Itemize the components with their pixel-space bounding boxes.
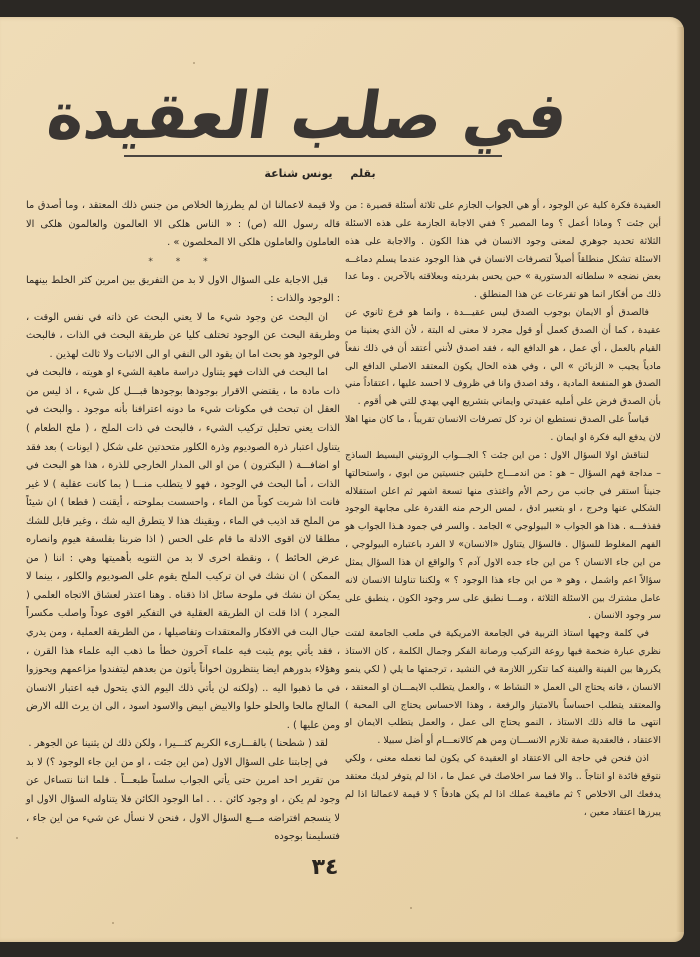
paragraph: اذن فنحن في حاجة الى الاعتقاد او العقيدة كي يكون لما نعمله معنى ، ولكي نتوقع فائدة او انتاجاً .. والا فما سر اخلاصك في عمل ما ، اذا لم يتوفر لديك معتقد يدفعك الى الاخلاص ؟ ثم ماقيمة عملك اذا لم يكن هادفاً ؟ لا قيمة لاعمالنا اذا لم يبرزها اعتقاد معين ،	[345, 753, 661, 818]
paragraph: ولا قيمة لاعمالنا ان لم يطرزها الخلاص من جنس ذلك المعتقد ، وما أصدق ما قاله رسول الله (ص) : « الناس هلكى الا العالمون والعالمون هلكى الا العاملون والعاملون هلكى الا المخلصون » .	[26, 200, 340, 249]
paper-speck	[193, 62, 195, 64]
byline-label: بقلم	[350, 167, 376, 180]
paragraph: فالصدق أو الايمان بوجوب الصدق ليس عقيـــدة ، وانما هو فرع ثانوي عن عقيدة ، كما أن الصدق كعمل أو قول مجرد لا معنى له البتة ، لأن الذي يعنينا من القيام بالعمل ، أي عمل ، هو الدافع اليه ، فقد اصدق لأنني أعتقد أن في ذلك نفعاً مادياً يجيب « الزبائن » الي ، وفي هذه الحال يكون المعتقد الاصلي الدافع الى الصدق هو المنفعة المادية ، وقد اصدق وانا في ظروف لا احسد عليها ، اعتقاداً مني بأن الصدق فرض علي أمليه عقيدتي وايماني بتشريع الهي يهدي للتي هي أقوم .	[345, 307, 661, 408]
page-edge-shadow	[676, 27, 684, 932]
article-title: في صلب العقيدة	[43, 77, 574, 154]
page-number: ٣٤	[311, 855, 339, 880]
title-underline	[124, 155, 502, 157]
paragraph: اما البحث في الذات فهو يتناول دراسة ماهية الشيء او هويته ، فالبحث في ذات مادة ما ، يقتضي الاقرار بوجودها بوجودها قبـــل كل شيء ، اذ ليس من العقل ان تبحث في مكونات شيء ما دونه اعترافنا بأنه موجود . والبحث في الذات يعني تحليل تركيب الشيء ، فالبحث في ذات الملح ، ( ملح الطعام ) يتناول اعتبار ذرة الصوديوم وذرة الكلور متحدتين على شكل ( ايونات ) بعد فقد او اضافـــة ( البكترون ) من او الى المدار الخارجي للذرة ، هذا هو البحث في الذات ، أما البحث في الوجود ، فهو لا يتطلب منـــا ( بما كانت عقلية ) لا غير فانت اذا شربت كوباً من الماء ، واحسست بملوحته ، أيقنت ( قطعا ) ان شيئاً من الملح قد اذيب في الماء ، ويقينك هذا لا يتطرق اليه شك ، وغير قابل للشك مطلقا لان اقوى الادلة ما قام على الحس ( اذا ضربنا بفلسفة هيوم وانصاره عرض الحائط ) ، ونقطة اخرى لا بد من التنويه بأهميتها وهي : اننا ( من الممكن ) ان نشك في ان تركيب الملح يقوم على الصوديوم والكلور ، بينما لا يمكن ان نشك في ملوحة سائل اذا ذقناه . وهنا اعتذر لعشاق الاتجاه العلمي ( المجرد ) اذا قلت ان الطريقة العقلية في التفكير اقوى عوداً واصلب مكسراً حيال البت في الافكار والمعتقدات وتفاصيلها ، من الطريقة العملية ، ومن يدري ، فقد يأتي يوم يثبت فيه علماء آخرون خطأ ما ذهب اليه علماء هذا القرن ، وهؤلاء بدورهم ايضا ينتظرون اخواناً يأتون من بعدهم ليتفندوا مزاعمهم ويحوزوا في ما ذهبوا اليه .. (ولكنه لن يأتي ذلك اليوم الذي يتحول فيه اعتبار الانسان المالح مالحا والحلو حلوا والابيض ابيض والاسود اسود ، الى ان يرث الله الارض ومن عليها ) .	[26, 367, 340, 731]
paragraph: ان البحث عن وجود شيء ما لا يعني البحث عن ذاته في نفس الوقت ، وطريقة البحث عن الوجود تختلف كليا عن طريقة البحث في الذات ، فالبحث في الوجود هو بحث اما ان يقود الى النفي او الى الاثبات ولا ثالث لهذين .	[26, 311, 340, 360]
paragraph: في إجابتنا على السؤال الاول (من اين جئت ، او من اين جاء الوجود ؟) لا بد من تقرير احد امرين حتى يأتي الجواب سلساً طبعـــاً . فلما اننا نتساءل عن وجود لم يكن ، او وجود كائن . . . اما الوجود الكائن فلا يتناوله السؤال الاول او لا ينسجم افتراضه مـــع السؤال الاول ، فنحن لا نسأل عن شيء من اين جاء ، فتسليمنا بوجوده	[26, 756, 340, 843]
paragraph: العقيدة فكرة كلية عن الوجود ، أو هي الجواب الجازم على ثلاثة أسئلة قصيرة : من أين جئت ؟ وماذا أعمل ؟ وما المصير ؟ ففي الاجابة الجازمة على هذه الاسئلة الثلاثة تحديد جوهري لمعنى وجود الانسان في هذا الكون . والاجابة على هذه الاسئلة تشكل منطلقاً أصيلاً لتصرفات الانسان في هذا الوجود عندما يسلم دماغــه بعض نضجه « سلطاته الدستورية » حين يحس بفرديته وبعلاقته بالآخرين . وما عدا ذلك من أفكار انما هو تفرعات عن هذا المنطلق .	[345, 200, 661, 301]
paragraph: قياساً على الصدق نستطيع ان نرد كل تصرفات الانسان تقريباً ، ما كان منها اهلا لان يدفع اليه فكرة او ايمان .	[345, 414, 661, 443]
paper-speck	[112, 922, 114, 924]
paragraph: لنناقش اولا السؤال الاول : من اين جئت ؟ الجـــواب الروتيني البسيط الساذج – مداجة فهم السؤال – هو : من اندمـــاج خليتين جنسيتين من ابوي ، واستحالتها جنيناً استقر في جانب من رحم الأم واغتذى منها تسعة اشهر ثم اعلن استقلاله الشكلي عنها وخرج ، او بتعبير ادق ، لمس الرحم منه القدرة على مجابهة الوجود فقذفـــه . هذا هو الجواب « البيولوجي » الجامد . والسر في جمود هـذا الجواب هو الفهم المغلوط للسؤال . فالسؤال يتناول «الانسان» لا الفرد باعتباره البيولوجي ، من اين جاء الانسان ؟ من اين جاء جده الاول آدم ؟ والواقع ان هذا السؤال يمثل سؤالاً اعم واشمل ، وهو « من اين جاء هذا الوجود ؟ » ولكننا تناولنا الانسان لانه عامل مشترك بين الاسئلة الثلاثة ، ومـــا نطبق على سر وجود الكون ، ينطبق على سر وجود الانسان .	[345, 449, 661, 622]
author-name: يونس شناعة	[264, 167, 333, 180]
right-text-column	[345, 197, 661, 822]
section-separator: * * *	[148, 256, 218, 267]
paragraph: لقد ( شطحنا ) بالقـــارىء الكريم كثـــيرا ، ولكن ذلك لن يثنينا عن الجوهر .	[28, 738, 328, 750]
paragraph: قبل الاجابة على السؤال الاول لا بد من التفريق بين امرين كثر الخلط بينهما : الوجود والذات :	[26, 274, 340, 305]
left-text-column	[26, 197, 340, 847]
article-title-block	[43, 72, 574, 160]
paper-speck	[410, 907, 412, 909]
byline	[220, 167, 420, 180]
paper-speck	[16, 837, 18, 839]
paragraph: في كلمة وجهها استاذ التربية في الجامعة الامريكية في ملعب الجامعة لفتت نظري عبارة ضخمة فيها روعة التركيب ورصانة الفكر وجمال الكلمة ، كان الاستاذ يكررها بين الفينة والفينة كما تتكرر اللازمة في النشيد ، ترجمتها ما يلي ( لكي ينمو الانسان ، فانه يحتاج الى العمل « النشاط » ، والعمل يتطلب الايمـــان او المعتقد ، والمعتقد يتطلب احساساً بالامتياز والرفعة ، وهذا الاحساس يحتاج الى المحبة ) انتهى ما قاله ذلك الاستاذ ، النمو يحتاج الى عمل ، والعمل يتطلب الايمان او الاعتقاد ، فالعقدية صفة تلازم الانســـان ومن هم كالانعـــام أو أضل سبيلا .	[345, 628, 661, 747]
